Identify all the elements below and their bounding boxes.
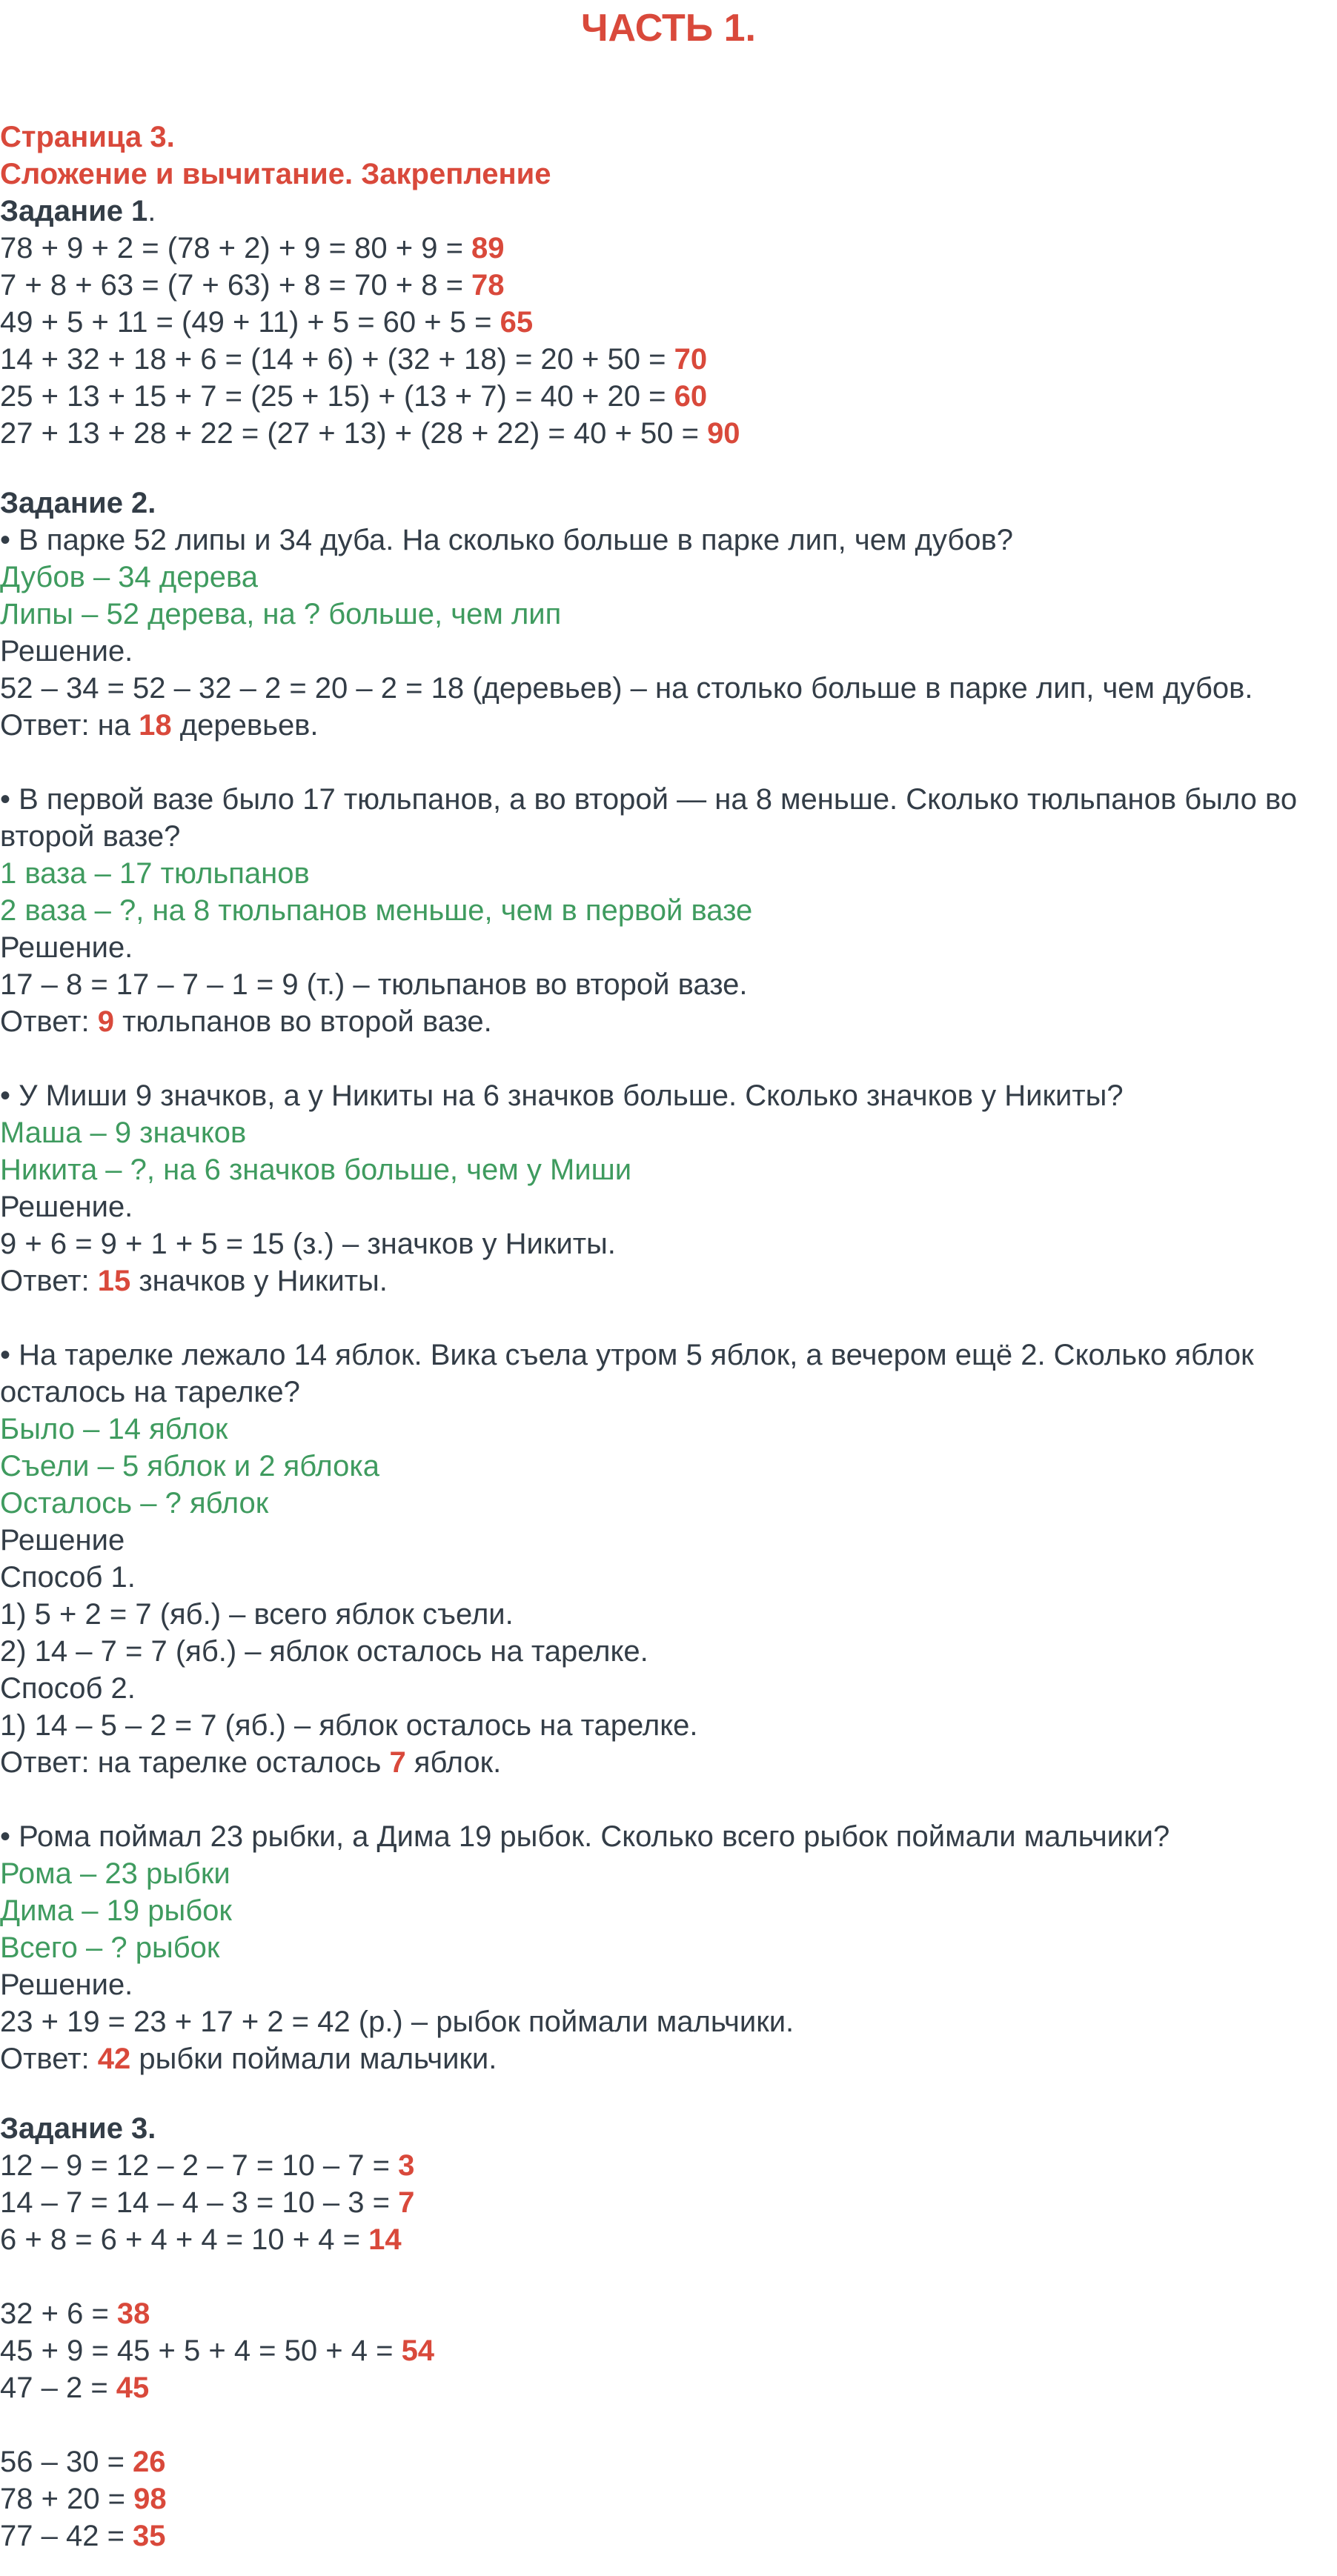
equation-group [0,2443,1337,2555]
solution-step: Способ 2. [0,1672,136,1705]
answer-line [0,707,1337,744]
answer-line [0,2040,1337,2077]
word-problem-fish [0,1818,1337,2077]
solution-step: Способ 1. [0,1561,136,1594]
solution-step: 23 + 19 = 23 + 17 + 2 = 42 (р.) – рыбок поймали мальчики. [0,2006,794,2038]
equation-expr: 45 + 9 = 45 + 5 + 4 = 50 + 4 = [0,2334,402,2367]
equation-row [0,2147,1337,2184]
solution-label: Решение [0,1524,125,1557]
condition-line: Никита – ?, на 6 значков больше, чем у Миши [0,1154,632,1186]
solution-label: Решение. [0,1191,133,1223]
answer-value: 7 [389,1746,406,1779]
equation-answer: 35 [133,2520,166,2552]
answer-prefix: Ответ: на [0,709,139,742]
answer-prefix: Ответ: на тарелке осталось [0,1746,390,1779]
equation-row [0,378,1337,415]
task-2 [0,485,1337,2077]
equation-expr: 77 – 42 = [0,2520,133,2552]
spacer [0,2258,1337,2295]
problem-question: • В парке 52 липы и 34 дуба. На сколько больше в парке лип, чем дубов? [0,524,1013,556]
answer-line [0,1003,1337,1040]
condition-line: Было – 14 яблок [0,1413,228,1445]
answer-value: 9 [97,1005,114,1038]
solution-step: 9 + 6 = 9 + 1 + 5 = 15 (з.) – значков у Никиты. [0,1228,616,1260]
equation-row [0,2369,1337,2406]
equation-row [0,2517,1337,2555]
condition-line: 1 ваза – 17 тюльпанов [0,857,310,890]
answer-suffix: рыбки поймали мальчики. [130,2043,497,2075]
problem-question: • В первой вазе было 17 тюльпанов, а во второй — на 8 меньше. Сколько тюльпанов было во второй вазе? [0,783,1298,853]
equation-row [0,415,1337,452]
equation-answer: 90 [707,417,740,450]
equation-answer: 14 [368,2223,402,2256]
condition-line: Съели – 5 яблок и 2 яблока [0,1450,379,1482]
equation-expr: 6 + 8 = 6 + 4 + 4 = 10 + 4 = [0,2223,369,2256]
equation-answer: 3 [398,2149,415,2182]
equation-row [0,2443,1337,2480]
equation-answer: 98 [133,2483,167,2515]
spacer [0,2077,1337,2110]
problem-question: • На тарелке лежало 14 яблок. Вика съела утром 5 яблок, а вечером ещё 2. Сколько яблок осталось на тарелке? [0,1339,1254,1408]
solution-label: Решение. [0,931,133,964]
equation-row [0,2295,1337,2332]
problem-question: • Рома поймал 23 рыбки, а Дима 19 рыбок. Сколько всего рыбок поймали мальчики? [0,1820,1170,1853]
equation-expr: 47 – 2 = [0,2372,116,2404]
word-problem-lindens-oaks [0,522,1337,744]
answer-suffix: деревьев. [171,709,319,742]
spacer [0,744,1337,781]
task-3 [0,2110,1337,2555]
condition-line: Липы – 52 дерева, на ? больше, чем лип [0,598,562,630]
condition-line: Дима – 19 рыбок [0,1894,232,1927]
word-problem-badges [0,1077,1337,1299]
task-1-title-dot: . [147,195,156,227]
answer-value: 42 [97,2043,131,2075]
equation-answer: 54 [401,2334,435,2367]
word-problem-apples [0,1337,1337,1781]
solution-label: Решение. [0,1968,133,2001]
equation-row [0,304,1337,341]
equation-answer: 7 [398,2186,415,2219]
equation-row [0,2332,1337,2369]
solution-step: 17 – 8 = 17 – 7 – 1 = 9 (т.) – тюльпанов во второй вазе. [0,968,748,1001]
answer-line [0,1262,1337,1299]
equation-answer: 78 [471,269,505,302]
equation-expr: 12 – 9 = 12 – 2 – 7 = 10 – 7 = [0,2149,399,2182]
equation-answer: 60 [674,380,708,413]
spacer [0,1299,1337,1337]
equation-row [0,2184,1337,2221]
answer-prefix: Ответ: [0,2043,98,2075]
task-2-title: Задание 2. [0,487,156,519]
equation-row [0,2480,1337,2517]
answer-suffix: яблок. [405,1746,502,1779]
condition-line: Всего – ? рыбок [0,1931,220,1964]
equation-expr: 78 + 9 + 2 = (78 + 2) + 9 = 80 + 9 = [0,232,472,264]
condition-line: Дубов – 34 дерева [0,561,259,593]
page-heading: Страница 3. [0,121,175,153]
condition-line: Рома – 23 рыбки [0,1857,230,1890]
task-3-title: Задание 3. [0,2112,156,2145]
problem-question: • У Миши 9 значков, а у Никиты на 6 значков больше. Сколько значков у Никиты? [0,1079,1124,1112]
equation-expr: 25 + 13 + 15 + 7 = (25 + 15) + (13 + 7) = 40 + 20 = [0,380,674,413]
word-problem-tulips [0,781,1337,1040]
equation-expr: 27 + 13 + 28 + 22 = (27 + 13) + (28 + 22) = 40 + 50 = [0,417,708,450]
answer-suffix: значков у Никиты. [130,1265,388,1297]
equation-expr: 56 – 30 = [0,2446,133,2478]
equation-answer: 70 [674,343,708,376]
condition-line: Осталось – ? яблок [0,1487,269,1520]
answer-prefix: Ответ: [0,1265,98,1297]
equation-group [0,2147,1337,2258]
answer-prefix: Ответ: [0,1005,98,1038]
topic-heading: Сложение и вычитание. Закрепление [0,158,551,190]
equation-expr: 14 + 32 + 18 + 6 = (14 + 6) + (32 + 18) = 20 + 50 = [0,343,674,376]
equation-answer: 38 [116,2297,150,2330]
solution-step: 1) 14 – 5 – 2 = 7 (яб.) – яблок осталось на тарелке. [0,1709,698,1742]
answer-value: 15 [97,1265,131,1297]
equation-row [0,267,1337,304]
part-title: ЧАСТЬ 1. [580,7,756,50]
equation-row [0,2221,1337,2258]
equation-group [0,2295,1337,2406]
equation-answer: 65 [500,306,534,339]
equation-expr: 32 + 6 = [0,2297,117,2330]
spacer [0,1040,1337,1077]
equation-expr: 14 – 7 = 14 – 4 – 3 = 10 – 3 = [0,2186,399,2219]
spacer [0,452,1337,485]
solution-step: 52 – 34 = 52 – 32 – 2 = 20 – 2 = 18 (деревьев) – на столько больше в парке лип, чем дубов. [0,672,1253,705]
equation-answer: 26 [133,2446,166,2478]
condition-line: 2 ваза – ?, на 8 тюльпанов меньше, чем в первой вазе [0,894,753,927]
equation-row [0,230,1337,267]
solution-step: 1) 5 + 2 = 7 (яб.) – всего яблок съели. [0,1598,514,1631]
answer-line [0,1744,1337,1781]
solution-label: Решение. [0,635,133,668]
solution-step: 2) 14 – 7 = 7 (яб.) – яблок осталось на тарелке. [0,1635,648,1668]
equation-answer: 45 [116,2372,150,2404]
task-1 [0,193,1337,452]
answer-suffix: тюльпанов во второй вазе. [113,1005,492,1038]
condition-line: Маша – 9 значков [0,1116,247,1149]
equation-row [0,341,1337,378]
spacer [0,2406,1337,2443]
answer-value: 18 [139,709,172,742]
spacer [0,1781,1337,1818]
equation-expr: 78 + 20 = [0,2483,134,2515]
equation-answer: 89 [471,232,505,264]
equation-expr: 49 + 5 + 11 = (49 + 11) + 5 = 60 + 5 = [0,306,500,339]
task-1-title-text: Задание 1 [0,195,148,227]
task-1-title [0,193,1337,230]
equation-expr: 7 + 8 + 63 = (7 + 63) + 8 = 70 + 8 = [0,269,472,302]
